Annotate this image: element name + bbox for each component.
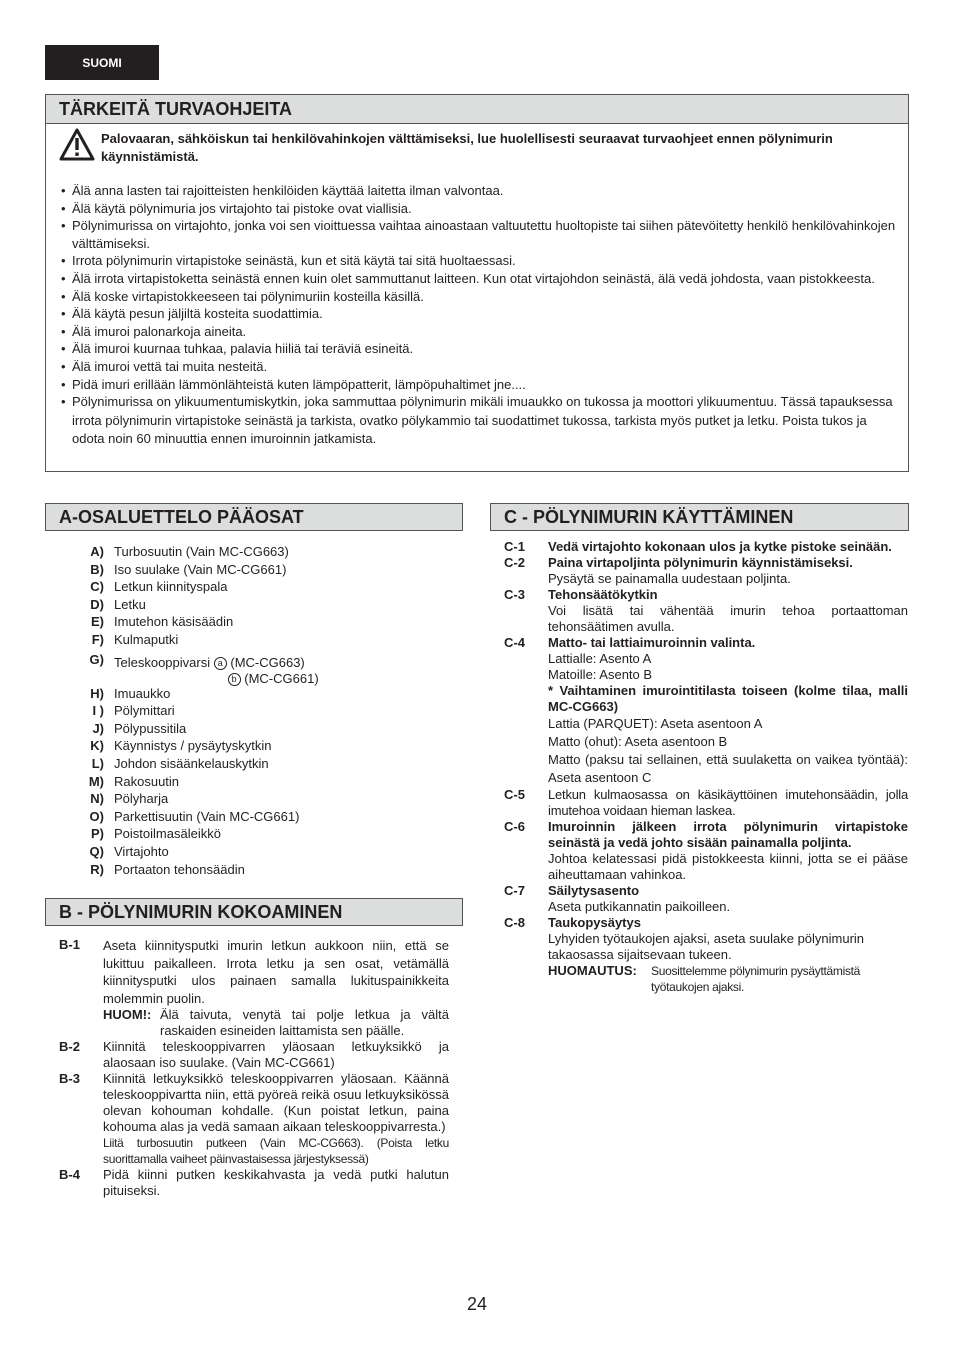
step-key: C-2 xyxy=(504,555,525,570)
list-item xyxy=(60,702,450,720)
list-item: • Pidä imuri erillään lämmönlähteistä kuten lämpöpatterit, lämpöpuhaltimet jne.... xyxy=(61,376,901,394)
list-item xyxy=(60,613,450,631)
step-key: C-8 xyxy=(504,915,525,930)
step-item xyxy=(504,915,908,995)
step-text: Aseta putkikannatin paikoilleen. xyxy=(548,899,731,914)
list-item xyxy=(60,543,450,561)
step-body xyxy=(548,587,908,635)
step-key: C-1 xyxy=(504,539,525,554)
step-key: C-5 xyxy=(504,787,525,802)
step-key: B-1 xyxy=(59,937,80,952)
part-label: Poistoilmasäleikkö xyxy=(114,826,221,842)
part-label: Letkun kiinnityspala xyxy=(114,579,228,595)
list-item: • Älä koske virtapistokkeeseen tai pölynimuriin kosteilla käsillä. xyxy=(61,288,901,306)
list-item xyxy=(60,720,450,738)
part-key: Q) xyxy=(89,843,104,859)
step-key: B-2 xyxy=(59,1039,80,1054)
step-key: B-3 xyxy=(59,1071,80,1086)
marker-a: a xyxy=(214,657,227,670)
part-key: A) xyxy=(90,544,104,559)
note-label: HUOM!: xyxy=(103,1007,152,1022)
step-text: Pysäytä se painamalla uudestaan poljinta. xyxy=(548,571,791,586)
list-item: • Älä käytä pölynimuria jos virtajohto tai pistoke ovat viallisia. xyxy=(61,200,901,218)
step-title: Vedä virtajohto kokonaan ulos ja kytke pistoke seinään. xyxy=(548,539,892,554)
part-label xyxy=(114,651,319,685)
part-label: Kulmaputki xyxy=(114,631,179,647)
step-text: Letkun kulmaosassa on käsikäyttöinen imutehonsäädin, jolla imutehoa voidaan hieman laskea. xyxy=(548,787,908,818)
part-key: E) xyxy=(91,614,104,630)
assembly-heading: B - PÖLYNIMURIN KOKOAMINEN xyxy=(45,898,463,926)
parts-list xyxy=(60,543,450,878)
usage-steps xyxy=(504,539,908,995)
step-body xyxy=(548,555,908,587)
list-item: • Älä anna lasten tai rajoitteisten henkilöiden käyttää laitetta ilman valvontaa. xyxy=(61,182,901,200)
part-label: Portaaton tehonsäädin xyxy=(114,861,245,877)
part-key: K) xyxy=(90,738,104,754)
list-item xyxy=(60,685,450,703)
step-item xyxy=(504,587,908,635)
part-label: Pölypussitila xyxy=(114,720,187,736)
step-key: B-4 xyxy=(59,1167,80,1182)
list-item: • Pölynimurissa on virtajohto, jonka voi sen vioittuessa vaihtaa ainoastaan valtuutettu huoltopiste tai siihen pätevöitetty henkilö henkilövahinkojen välttämiseksi. xyxy=(61,217,901,252)
page-number: 24 xyxy=(466,1294,488,1314)
list-item: • Irrota pölynimurin virtapistoke seinästä, kun et sitä käytä tai sitä huoltaessasi. xyxy=(61,252,901,270)
list-item: • Älä imuroi vettä tai muita nesteitä. xyxy=(61,358,901,376)
usage-heading: C - PÖLYNIMURIN KÄYTTÄMINEN xyxy=(490,503,909,531)
part-variant-b: (MC-CG661) xyxy=(244,670,319,686)
marker-b: b xyxy=(228,673,241,686)
part-label: Pölymittari xyxy=(114,703,175,719)
step-note: * Vaihtaminen imurointitilasta toiseen (kolme tilaa, malli MC-CG663) xyxy=(548,683,908,714)
step-text: Lyhyiden työtaukojen ajaksi, aseta suulake pölynimurin takaosassa sijaitsevaan tukeen. xyxy=(548,931,865,962)
step-body xyxy=(548,883,908,915)
part-key: N) xyxy=(90,791,104,807)
safety-warning: Palovaaran, sähköiskun tai henkilövahinkojen välttämiseksi, lue huolellisesti seuraavat turvaohjeet ennen pölynimurin käynnistämistä. xyxy=(101,131,833,164)
note-text: Suosittelemme pölynimurin pysäyttämistä työtaukojen ajaksi. xyxy=(651,964,861,994)
step-item xyxy=(59,1167,449,1199)
part-label: Johdon sisäänkelauskytkin xyxy=(114,755,269,771)
step-title: Imuroinnin jälkeen irrota pölynimurin virtapistoke seinästä ja vedä johto sisään painamalla poljinta. xyxy=(548,819,908,850)
step-body xyxy=(548,819,908,883)
part-label: Imuaukko xyxy=(114,685,171,701)
part-key: H) xyxy=(90,685,104,701)
language-tab: SUOMI xyxy=(45,45,159,80)
part-key: G) xyxy=(89,651,104,667)
list-item xyxy=(60,843,450,861)
list-item: • Älä imuroi kuurnaa tuhkaa, palavia hiiliä tai teräviä esineitä. xyxy=(61,340,901,358)
part-key: P) xyxy=(91,826,104,842)
step-title: Säilytysasento xyxy=(548,883,640,898)
list-item xyxy=(60,790,450,808)
step-title: Paina virtapoljinta pölynimurin käynnistämiseksi. xyxy=(548,555,853,570)
step-title: Tehonsäätökytkin xyxy=(548,587,658,602)
part-label: Parkettisuutin (Vain MC-CG661) xyxy=(114,808,300,824)
step-extra: Liitä turbosuutin putkeen (Vain MC-CG663). (Poista letku suorittamalla vaiheet päinvastaisessa järjestyksessä) xyxy=(103,1136,449,1166)
list-item xyxy=(60,861,450,879)
part-label: Virtajohto xyxy=(114,843,169,859)
step-body xyxy=(103,1071,449,1167)
part-key: I ) xyxy=(92,703,104,719)
part-key: R) xyxy=(90,861,104,877)
note-label: HUOMAUTUS: xyxy=(548,963,637,978)
step-item xyxy=(59,1039,449,1071)
part-key: O) xyxy=(89,808,104,824)
part-label: Rakosuutin xyxy=(114,773,180,789)
list-item xyxy=(60,773,450,791)
part-label: Iso suulake (Vain MC-CG661) xyxy=(114,561,287,577)
warning-triangle-icon xyxy=(59,128,95,161)
step-item xyxy=(59,937,449,1039)
step-item xyxy=(504,787,908,819)
part-key: C) xyxy=(90,579,104,595)
parts-heading: A-OSALUETTELO PÄÄOSAT xyxy=(45,503,463,531)
step-line: Lattialle: Asento A xyxy=(548,651,652,666)
part-label: Imutehon käsisäädin xyxy=(114,614,234,630)
step-item xyxy=(504,539,908,555)
step-key: C-6 xyxy=(504,819,525,834)
part-key: M) xyxy=(88,773,104,789)
step-text: Johtoa kelatessasi pidä pistokkeesta kiinni, jotta se ei pääse aiheuttamaan vahinkoa. xyxy=(548,851,908,882)
step-title: Taukopysäytys xyxy=(548,915,641,930)
step-text: Voi lisätä tai vähentää imurin tehoa portaattoman tehonsäätimen avulla. xyxy=(548,603,908,634)
list-item xyxy=(60,737,450,755)
list-item xyxy=(60,631,450,649)
step-item xyxy=(504,883,908,915)
part-variant-a: (MC-CG663) xyxy=(230,654,305,670)
safety-list xyxy=(61,182,901,449)
list-item xyxy=(60,578,450,596)
list-item xyxy=(60,755,450,773)
step-text: Pidä kiinni putken keskikahvasta ja vedä putki halutun pituiseksi. xyxy=(103,1167,449,1198)
list-item xyxy=(60,596,450,614)
list-item xyxy=(60,649,450,685)
safety-heading: TÄRKEITÄ TURVAOHJEITA xyxy=(45,94,909,124)
note-text: Älä taivuta, venytä tai polje letkua ja vältä raskaiden esineiden laittamista sen päälle. xyxy=(160,1007,449,1038)
list-item: • Älä imuroi palonarkoja aineita. xyxy=(61,323,901,341)
part-key: L) xyxy=(91,755,104,771)
step-title: Matto- tai lattiaimuroinnin valinta. xyxy=(548,635,756,650)
list-item: • Älä irrota virtapistoketta seinästä ennen kuin olet sammuttanut laitteen. Kun otat virtajohdon seinästä, älä vedä johdosta, vaan pistokkeesta. xyxy=(61,270,901,288)
step-text: Kiinnitä letkuyksikkö teleskooppivarren yläosaan. Käännä teleskooppivartta niin, että pyöreä reikä osuu letkuyksikössä olevan kohouman kohdalle. (Kun poistat letkun, paina kohouma alas ja vedä samaan aikaan teleskooppivarresta.) xyxy=(103,1071,449,1134)
step-item xyxy=(504,819,908,883)
step-body xyxy=(548,635,908,787)
step-body xyxy=(103,937,449,1039)
step-line: Matto (paksu tai sellainen, että suulaketta on vaikea työntää): Aseta asentoon C xyxy=(548,752,908,785)
step-line: Matto (ohut): Aseta asentoon B xyxy=(548,734,728,749)
part-label: Pölyharja xyxy=(114,791,169,807)
step-key: C-3 xyxy=(504,587,525,602)
step-body xyxy=(548,915,908,995)
part-key: D) xyxy=(90,596,104,612)
list-item xyxy=(60,808,450,826)
part-label: Turbosuutin (Vain MC-CG663) xyxy=(114,544,289,559)
list-item xyxy=(60,825,450,843)
step-text: Kiinnitä teleskooppivarren yläosaan letkuyksikkö ja alaosaan iso suulake. (Vain MC-CG661) xyxy=(103,1039,449,1070)
part-key: F) xyxy=(91,631,104,647)
step-key: C-7 xyxy=(504,883,525,898)
list-item: • Pölynimurissa on ylikuumentumiskytkin, joka sammuttaa pölynimurin mikäli imuaukko on tukossa ja moottori ylikuumentuu. Tässä tapauksessa irrota pölynimurin virtapistoke seinästä ja tarkista, ovatko pölykammio tai suodattimet tukossa, tarkista myös putket ja letku. Poista tukos ja odota noin 60 minuuttia ennen imuroinnin jatkamista. xyxy=(61,393,901,449)
list-item xyxy=(60,561,450,579)
step-line: Matoille: Asento B xyxy=(548,667,653,682)
step-item xyxy=(59,1071,449,1167)
part-text: Teleskooppivarsi xyxy=(114,654,211,670)
step-text: Aseta kiinnitysputki imurin letkun aukkoon niin, että se lukittuu paikalleen. Irrota letku ja sen osat, vetämällä kiinnitysputki ulos painaen samalla lukituspainikkeita molemmin puolin. xyxy=(103,938,449,1006)
step-item xyxy=(504,555,908,587)
part-key: J) xyxy=(92,720,104,736)
part-key: B) xyxy=(90,561,104,577)
step-key: C-4 xyxy=(504,635,525,650)
step-line: Lattia (PARQUET): Aseta asentoon A xyxy=(548,716,763,731)
step-item xyxy=(504,635,908,787)
part-label: Käynnistys / pysäytyskytkin xyxy=(114,738,272,754)
assembly-steps xyxy=(59,937,449,1199)
part-label: Letku xyxy=(114,596,146,612)
list-item: • Älä käytä pesun jäljiltä kosteita suodattimia. xyxy=(61,305,901,323)
